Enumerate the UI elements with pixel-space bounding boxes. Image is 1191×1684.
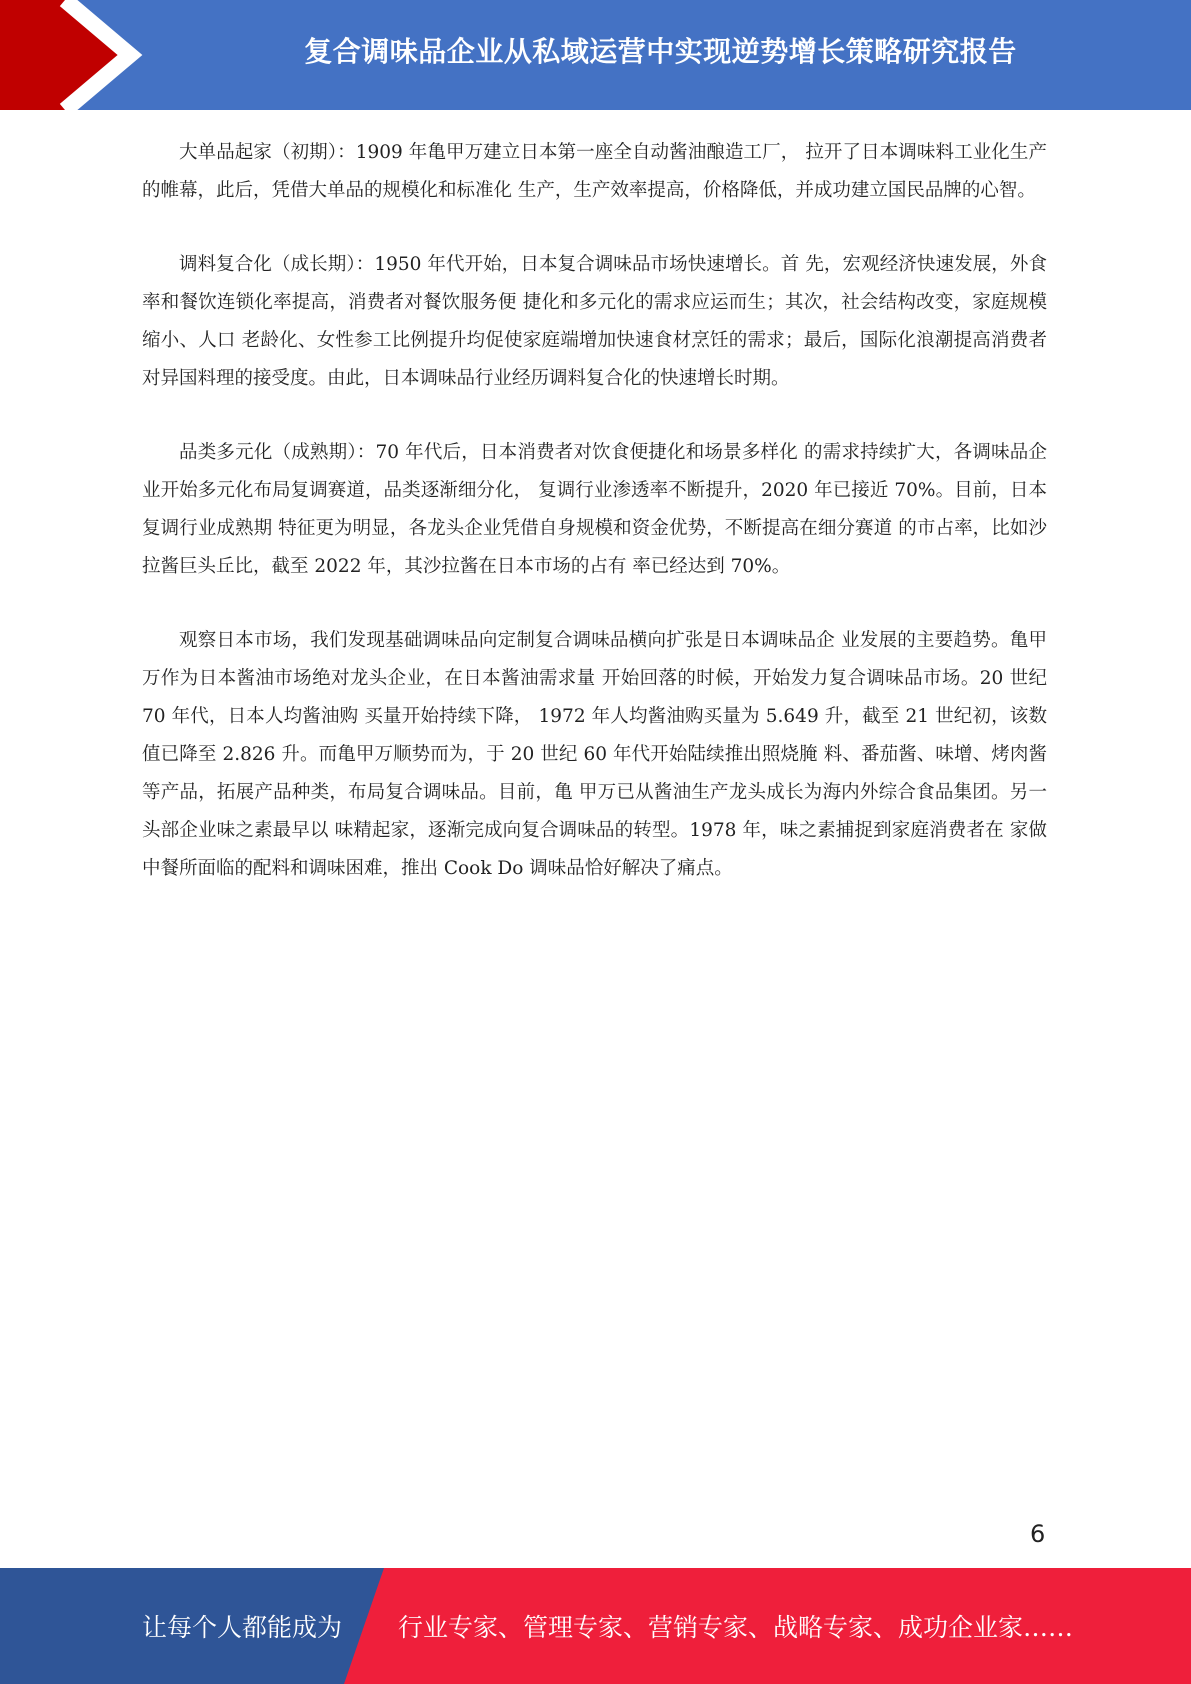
paragraph-growth-stage: 调料复合化（成长期）：1950 年代开始，日本复合调味品市场快速增长。首 先，宏观经济快速发展，外食率和餐饮连锁化率提高，消费者对餐饮服务便 捷化和多元化的需求应运而生；其次，社会结构改变，家庭规模缩小、人口 老龄化、女性参工比例提升均促使家庭端增加快速食材烹饪的需求；最后，国际化浪潮提高消费者对异国料理的接受度。由此，日本调味品行业经历调料复合化的快速增长时期。 xyxy=(142,254,1047,389)
report-title: 复合调味品企业从私域运营中实现逆势增长策略研究报告 xyxy=(304,35,1017,68)
paragraph-market-observation: 观察日本市场，我们发现基础调味品向定制复合调味品横向扩张是日本调味品企 业发展的主要趋势。亀甲万作为日本酱油市场绝对龙头企业，在日本酱油需求量 开始回落的时候，开始发力复合调味品市场。20 世纪 70 年代，日本人均酱油购 买量开始持续下降， 1972 年人均酱油购买量为 5.649 升，截至 21 世纪初，该数 值已降至 2.826 升。而亀甲万顺势而为，于 20 世纪 60 年代开始陆续推出照烧腌 料、番茄酱、味增、烤肉酱等产品，拓展产品种类，布局复合调味品。目前，亀 甲万已从酱油生产龙头成长为海内外综合食品集团。另一头部企业味之素最早以 味精起家，逐渐完成向复合调味品的转型。1978 年，味之素捕捉到家庭消费者在 家做中餐所面临的配料和调味困难，推出 Cook Do 调味品恰好解决了痛点。 xyxy=(142,630,1047,879)
main-content xyxy=(142,134,1047,924)
page-header xyxy=(0,0,1191,110)
header-arrow-decoration xyxy=(0,0,160,110)
paragraph-initial-stage: 大单品起家（初期）：1909 年亀甲万建立日本第一座全自动酱油酿造工厂， 拉开了日本调味料工业化生产的帷幕，此后，凭借大单品的规模化和标准化 生产，生产效率提高，价格降低，并成功建立国民品牌的心智。 xyxy=(142,142,1047,201)
footer-slogan-right: 行业专家、管理专家、营销专家、战略专家、成功企业家…… xyxy=(398,1613,1074,1642)
paragraph-mature-stage: 品类多元化（成熟期）：70 年代后，日本消费者对饮食便捷化和场景多样化 的需求持续扩大，各调味品企业开始多元化布局复调赛道，品类逐渐细分化， 复调行业渗透率不断提升，2020 年已接近 70%。目前，日本复调行业成熟期 特征更为明显，各龙头企业凭借自身规模和资金优势，不断提高在细分赛道 的市占率，比如沙拉酱巨头丘比，截至 2022 年，其沙拉酱在日本市场的占有 率已经达到 70%。 xyxy=(142,442,1047,577)
page-footer xyxy=(0,1568,1191,1684)
page-number: 6 xyxy=(1030,1520,1046,1548)
footer-slogan-left: 让每个人都能成为 xyxy=(142,1613,343,1642)
